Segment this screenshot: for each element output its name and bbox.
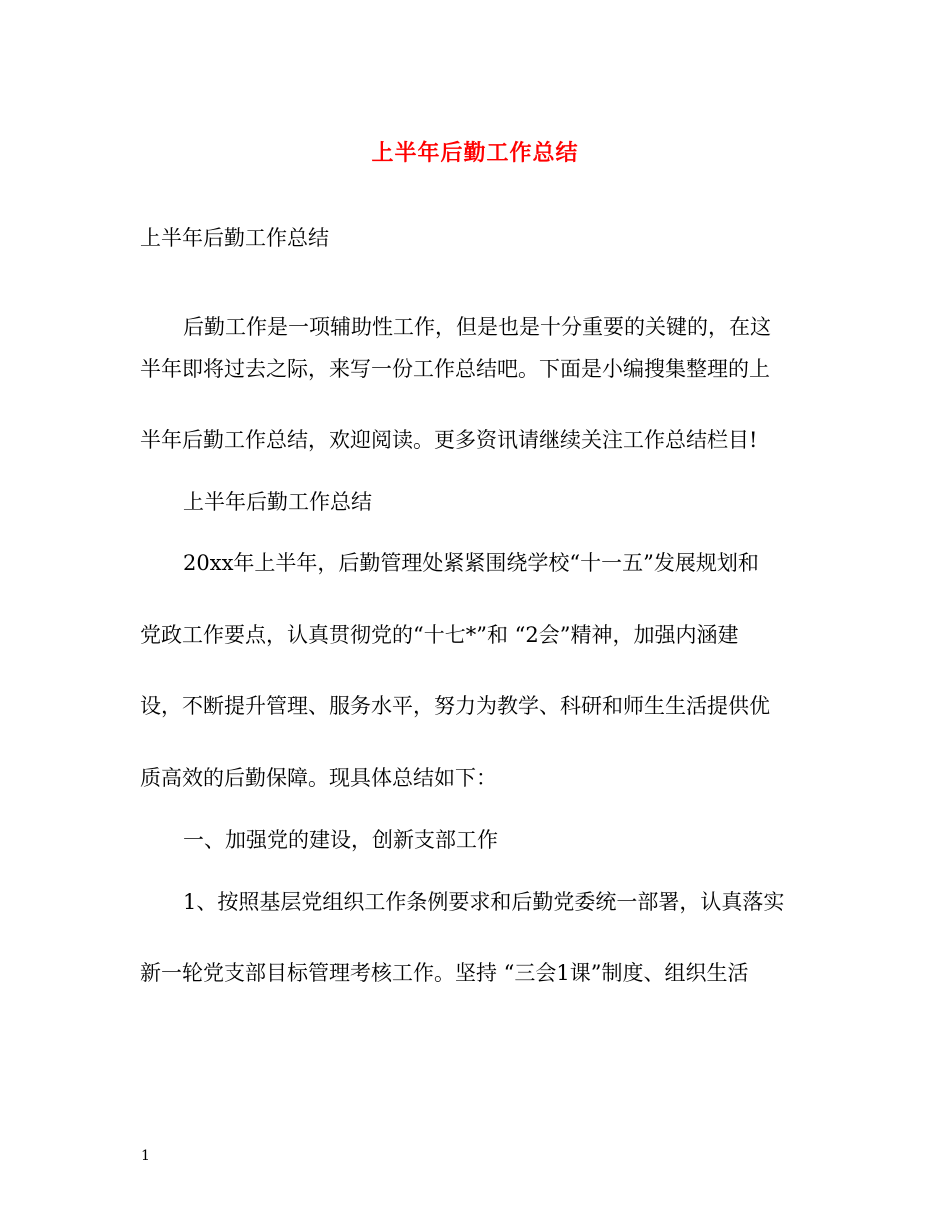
paragraph-line: 质高效的后勤保障。现具体总结如下：: [140, 766, 497, 790]
section-heading-line: 上半年后勤工作总结: [183, 490, 372, 514]
paragraph-line: 1、按照基层党组织工作条例要求和后勤党委统一部署，认真落实: [183, 890, 785, 914]
paragraph-line: 20xx年上半年，后勤管理处紧紧围绕学校“十一五”发展规划和: [183, 551, 759, 575]
paragraph-line: 半年即将过去之际，来写一份工作总结吧。下面是小编搜集整理的上: [140, 357, 770, 381]
subtitle-line: 上半年后勤工作总结: [140, 226, 329, 250]
paragraph-line: 半年后勤工作总结，欢迎阅读。更多资讯请继续关注工作总结栏目!: [140, 428, 758, 452]
paragraph-line: 党政工作要点，认真贯彻党的“十七*”和 “2会”精神，加强内涵建: [140, 623, 739, 647]
paragraph-line: 新一轮党支部目标管理考核工作。坚持 “三会1课”制度、组织生活: [140, 961, 749, 985]
section-heading-line: 一、加强党的建设，创新支部工作: [183, 828, 498, 852]
page-number: 1: [141, 1148, 150, 1164]
document-title: 上半年后勤工作总结: [371, 140, 579, 166]
paragraph-line: 设，不断提升管理、服务水平，努力为教学、科研和师生生活提供优: [140, 694, 770, 718]
paragraph-line: 后勤工作是一项辅助性工作，但是也是十分重要的关键的，在这: [183, 315, 771, 339]
